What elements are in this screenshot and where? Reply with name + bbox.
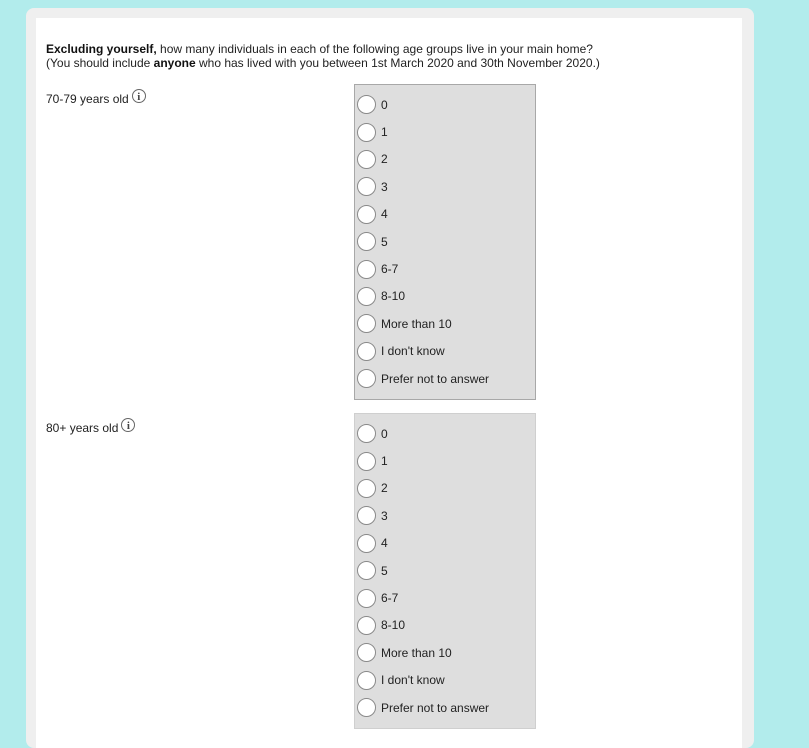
radio-button[interactable] (357, 369, 376, 388)
radio-option-label: More than 10 (381, 316, 452, 331)
radio-option-6-7[interactable] (355, 584, 535, 611)
radio-option-dont-know[interactable] (355, 667, 535, 694)
radio-option-2[interactable] (355, 146, 535, 173)
radio-option-label: 1 (381, 454, 388, 469)
age-group-label-70-79 (46, 92, 146, 106)
question-line-2-bold: anyone (153, 56, 196, 70)
radio-option-label: 4 (381, 536, 388, 551)
radio-option-label: 6-7 (381, 262, 399, 277)
radio-button[interactable] (357, 232, 376, 251)
radio-option-prefer-not[interactable] (355, 365, 535, 392)
radio-button[interactable] (357, 589, 376, 608)
radio-option-label: 3 (381, 179, 388, 194)
radio-option-more-than-10[interactable] (355, 310, 535, 337)
radio-option-label: 5 (381, 563, 388, 578)
radio-option-label: Prefer not to answer (381, 371, 490, 386)
radio-button[interactable] (357, 260, 376, 279)
radio-button[interactable] (357, 643, 376, 662)
radio-option-label: 0 (381, 426, 388, 441)
radio-option-6-7[interactable] (355, 255, 535, 282)
radio-button[interactable] (357, 452, 376, 471)
radio-option-4[interactable] (355, 201, 535, 228)
radio-button[interactable] (357, 287, 376, 306)
radio-button[interactable] (357, 698, 376, 717)
radio-option-prefer-not[interactable] (355, 694, 535, 721)
radio-option-8-10[interactable] (355, 612, 535, 639)
age-group-label-80-plus (46, 421, 135, 435)
radio-option-1[interactable] (355, 447, 535, 474)
radio-option-3[interactable] (355, 173, 535, 200)
radio-option-2[interactable] (355, 475, 535, 502)
question-line-1-rest: how many individuals in each of the following age groups live in your main home? (156, 42, 593, 56)
radio-option-0[interactable] (355, 420, 535, 447)
question-line-2-rest: who has lived with you between 1st March 2020 and 30th November 2020.) (195, 56, 600, 70)
radio-option-label: Prefer not to answer (381, 700, 490, 715)
radio-button[interactable] (357, 616, 376, 635)
radio-button[interactable] (357, 205, 376, 224)
radio-option-3[interactable] (355, 502, 535, 529)
radio-option-label: 2 (381, 481, 388, 496)
radio-button[interactable] (357, 342, 376, 361)
radio-button[interactable] (357, 177, 376, 196)
radio-button[interactable] (357, 95, 376, 114)
radio-option-1[interactable] (355, 118, 535, 145)
radio-option-label: I don't know (381, 673, 445, 688)
radio-option-label: 1 (381, 125, 388, 140)
radio-option-5[interactable] (355, 228, 535, 255)
radio-option-label: 0 (381, 97, 388, 112)
question-line-2-start: (You should include (46, 56, 154, 70)
survey-content (36, 18, 742, 748)
info-icon[interactable]: i (121, 418, 135, 432)
radio-option-label: I don't know (381, 344, 445, 359)
radio-button[interactable] (357, 561, 376, 580)
radio-button[interactable] (357, 534, 376, 553)
question-text (46, 42, 646, 70)
radio-option-0[interactable] (355, 91, 535, 118)
radio-option-8-10[interactable] (355, 283, 535, 310)
radio-button[interactable] (357, 150, 376, 169)
question-line-1 (46, 42, 646, 56)
radio-button[interactable] (357, 479, 376, 498)
radio-option-more-than-10[interactable] (355, 639, 535, 666)
radio-option-label: 8-10 (381, 618, 406, 633)
radio-option-dont-know[interactable] (355, 338, 535, 365)
radio-option-4[interactable] (355, 530, 535, 557)
radio-option-5[interactable] (355, 557, 535, 584)
radio-option-label: 6-7 (381, 591, 399, 606)
age-group-label-text: 70-79 years old (46, 92, 129, 106)
radio-button[interactable] (357, 424, 376, 443)
question-line-2 (46, 56, 646, 70)
radio-option-label: 4 (381, 207, 388, 222)
radio-option-label: 2 (381, 152, 388, 167)
age-group-label-text: 80+ years old (46, 421, 119, 435)
radio-option-label: More than 10 (381, 645, 452, 660)
radio-button[interactable] (357, 314, 376, 333)
radio-option-label: 8-10 (381, 289, 406, 304)
radio-group-80-plus (354, 413, 536, 729)
radio-option-label: 3 (381, 508, 388, 523)
radio-button[interactable] (357, 123, 376, 142)
radio-option-label: 5 (381, 234, 388, 249)
radio-button[interactable] (357, 671, 376, 690)
info-icon[interactable]: i (132, 89, 146, 103)
radio-button[interactable] (357, 506, 376, 525)
question-bold-lead: Excluding yourself, (46, 42, 157, 56)
radio-group-70-79 (354, 84, 536, 400)
